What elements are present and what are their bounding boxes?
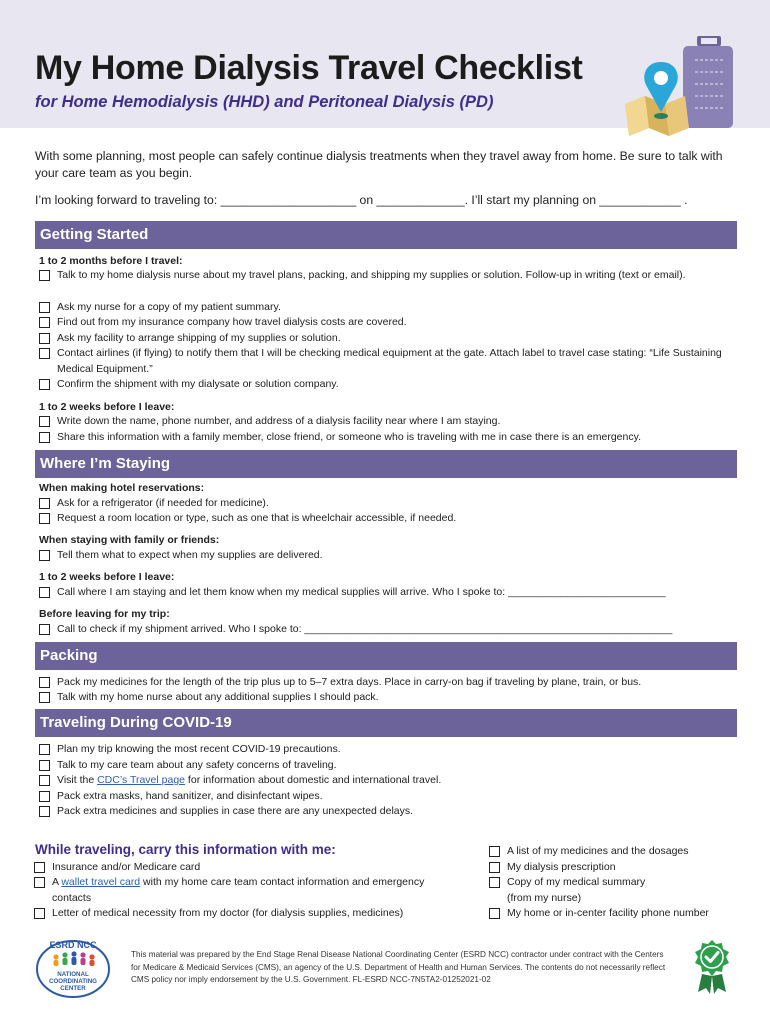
subheading: When staying with family or friends: [39,534,220,546]
section-covid: Traveling During COVID-19 [35,709,737,737]
checklist-item[interactable]: Pack extra masks, hand sanitizer, and disinfectant wipes. [39,789,739,805]
checkbox[interactable] [39,550,50,561]
checkbox[interactable] [39,806,50,817]
checkbox[interactable] [39,270,50,281]
checklist-item[interactable]: Call where I am staying and let them know when my medical supplies will arrive. Who I spoke to: ___________________________ [39,585,739,601]
checklist-item[interactable]: Ask my facility to arrange shipping of my supplies or solution. [39,331,739,347]
section-getting-started: Getting Started [35,221,737,249]
logo-top-text: ESRD NCC [49,940,97,950]
esrd-ncc-logo [34,935,112,999]
checklist-item[interactable]: Ask for a refrigerator (if needed for medicine). [39,496,739,512]
carry-item[interactable]: Copy of my medical summary (from my nurse) [489,875,664,906]
carry-item[interactable]: My home or in-center facility phone number [489,906,749,922]
checkbox[interactable] [39,760,50,771]
checkbox[interactable] [39,587,50,598]
checklist-item[interactable]: Talk to my care team about any safety concerns of traveling. [39,758,739,774]
suitcase-map-pin-icon [615,32,745,137]
checkmark-badge-icon [690,938,734,994]
carry-info-heading: While traveling, carry this information with me: [35,842,336,857]
checkbox[interactable] [39,744,50,755]
checklist-item[interactable]: Ask my nurse for a copy of my patient summary. [39,300,739,316]
checkbox[interactable] [39,791,50,802]
checkbox[interactable] [39,348,50,359]
page-subtitle: for Home Hemodialysis (HHD) and Peritoneal Dialysis (PD) [35,93,494,111]
carry-item[interactable]: Letter of medical necessity from my doctor (for dialysis supplies, medicines) [34,906,474,922]
checklist-item[interactable]: Tell them what to expect when my supplies are delivered. [39,548,739,564]
section-where-staying: Where I’m Staying [35,450,737,478]
suitcase-icon [683,36,733,128]
carry-item[interactable]: A list of my medicines and the dosages [489,844,739,860]
checklist-item[interactable]: Pack my medicines for the length of the trip plus up to 5–7 extra days. Place in carry-on bag if traveling by plane, train, or bus. [39,675,739,691]
checklist-item[interactable]: Pack extra medicines and supplies in case there are any unexpected delays. [39,804,739,820]
checkbox[interactable] [39,513,50,524]
checkbox[interactable] [39,416,50,427]
checklist-item[interactable]: Call to check if my shipment arrived. Who I spoke to: _______________________________________________________________ [39,622,739,638]
checkbox[interactable] [39,317,50,328]
wallet-travel-card-link[interactable]: wallet travel card [61,876,141,888]
cdc-travel-page-link[interactable]: CDC’s Travel page [97,774,186,786]
checklist-item[interactable]: Contact airlines (if flying) to notify them that I will be checking medical equipment at the gate. Attach label to travel case stating: “Life Sustaining Medical Equipment.” [39,346,739,377]
checkbox[interactable] [34,862,45,873]
carry-item[interactable]: Insurance and/or Medicare card [34,860,464,876]
checkbox[interactable] [34,877,45,888]
subheading: When making hotel reservations: [39,482,205,494]
subheading: 1 to 2 weeks before I leave: [39,571,175,583]
carry-item[interactable]: My dialysis prescription [489,860,739,876]
checklist-item[interactable]: Confirm the shipment with my dialysate or solution company. [39,377,739,393]
checkbox[interactable] [489,908,500,919]
checkbox[interactable] [39,692,50,703]
intro-paragraph: With some planning, most people can safely continue dialysis treatments when they travel away from home. Be sure to talk with your care team as you begin. [35,149,723,180]
checkbox[interactable] [489,846,500,857]
checkbox[interactable] [489,862,500,873]
footer-disclaimer: This material was prepared by the End Stage Renal Disease National Coordinating Center (ESRD NCC) contractor under contract with the Centers for Medicare & Medicaid Services (CMS), an agency of the U.S. Department of Health and Human Services. The contents do not necessarily reflect CMS policy nor imply endorsement by the U.S. Government. FL-ESRD NCC-7N5TA2-01252021-02 [131,950,666,984]
checklist-item[interactable]: Find out from my insurance company how travel dialysis costs are covered. [39,315,739,331]
logo-line: CENTER [60,985,86,992]
subheading: 1 to 2 months before I travel: [39,255,183,267]
logo-line: COORDINATING [48,978,98,985]
checklist-item[interactable]: Share this information with a family member, close friend, or someone who is traveling with me in case there is an emergency. [39,430,739,446]
checkbox[interactable] [34,908,45,919]
checkbox[interactable] [39,379,50,390]
section-packing: Packing [35,642,737,670]
checklist-item[interactable]: Request a room location or type, such as one that is wheelchair accessible, if needed. [39,511,739,527]
checkbox[interactable] [39,624,50,635]
checkbox[interactable] [39,775,50,786]
checkbox[interactable] [39,677,50,688]
checkbox[interactable] [39,498,50,509]
checkbox[interactable] [489,877,500,888]
checkbox[interactable] [39,333,50,344]
page-title: My Home Dialysis Travel Checklist [35,49,583,87]
subheading: 1 to 2 weeks before I leave: [39,401,175,413]
checklist-item[interactable]: Talk to my home dialysis nurse about my travel plans, packing, and shipping my supplies or solution. Follow-up in writing (text or email). [39,268,739,284]
checklist-item[interactable]: Plan my trip knowing the most recent COVID-19 precautions. [39,742,739,758]
checkbox[interactable] [39,302,50,313]
checklist-item[interactable]: Write down the name, phone number, and address of a dialysis facility near where I am staying. [39,414,739,430]
checkbox[interactable] [39,432,50,443]
logo-line: NATIONAL [57,971,89,978]
travel-plan-line[interactable]: I’m looking forward to traveling to: ____________________ on _____________. I’ll start my planning on ____________ . [35,193,688,207]
checklist-item[interactable]: Visit the CDC’s Travel page for information about domestic and international travel. [39,773,739,789]
carry-item[interactable]: A wallet travel card with my home care team contact information and emergency contacts [34,875,434,906]
subheading: Before leaving for my trip: [39,608,170,620]
checklist-item[interactable]: Talk with my home nurse about any additional supplies I should pack. [39,690,739,706]
